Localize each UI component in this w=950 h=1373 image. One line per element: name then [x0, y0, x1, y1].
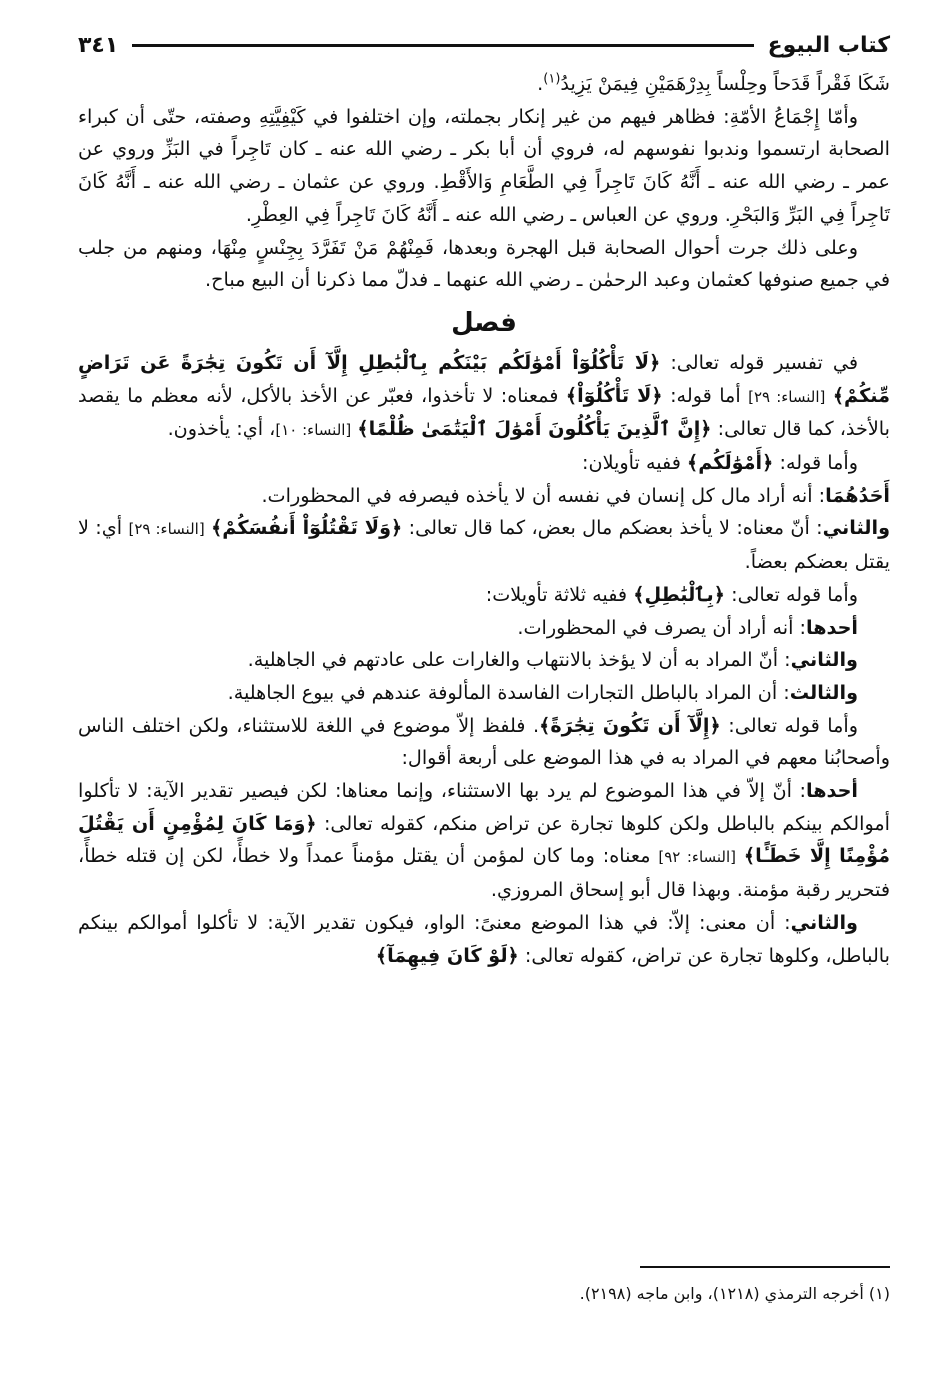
- period: .: [537, 72, 544, 95]
- quran-quote: ﴿لَا تَأْكُلُوٓاْ﴾: [565, 383, 663, 407]
- paragraph-7: [78, 512, 890, 578]
- text-segment: : أن معنى: إلاّ: في هذا الموضع معنىً: الواو، فيكون تقدير الآية: لا تأكلوا أموالكم بينكم بالباطل، وكلوها تجارة عن تراض، كقوله تعالى:: [78, 910, 890, 967]
- quran-quote: ﴿لَوْ كَانَ فِيهِمَآ﴾: [375, 943, 519, 967]
- quran-quote: ﴿إِنَّ ٱلَّذِينَ يَأْكُلُونَ أَمْوَٰلَ ٱلْيَتَٰمَىٰ ظُلْمًا﴾: [357, 417, 712, 441]
- paragraph-6: [78, 480, 890, 513]
- text-segment: وأما قوله:: [773, 451, 858, 475]
- quran-quote: ﴿بِٱلْبَٰطِلِ﴾: [633, 582, 726, 606]
- paragraph-12: [78, 710, 890, 775]
- text-segment: فمعناه: لا تأخذوا، فعبّر عن الأخذ بالأكل، لأنه معظم ما يقصد بالأخذ، كما قال تعالى:: [78, 383, 890, 441]
- chapter-title: كتاب البيوع: [767, 32, 890, 58]
- term-label: أَحَدُهُمَا: [825, 483, 890, 507]
- paragraph-1: [78, 68, 890, 101]
- text-segment: : أنه أراد أن يصرف في المحظورات.: [517, 615, 806, 639]
- paragraph-14: [78, 907, 890, 972]
- term-label: أحدها: [806, 779, 858, 803]
- section-heading: فصل: [451, 307, 517, 338]
- text-segment: : أنّ معناه: لا يأخذ بعضكم مال بعض، كما قال تعالى:: [402, 516, 823, 540]
- paragraph-9: [78, 612, 890, 645]
- page-number: ٣٤١: [78, 32, 119, 58]
- text-segment: ، أي: يأخذون.: [167, 417, 276, 441]
- paragraph-13: [78, 775, 890, 907]
- quran-quote: ﴿أَمْوَٰلَكُم﴾: [687, 451, 774, 475]
- quran-quote: ﴿وَمَا كَانَ لِمُؤْمِنٍ أَن يَقْتُلَ مُؤْمِنًا إِلَّا خَطَـًٔا﴾: [78, 811, 891, 868]
- text-segment: وأما قوله تعالى:: [725, 582, 858, 606]
- text-segment: : أنّ إلاّ في هذا الموضوع لم يرد بها الاستثناء، وإنما معناها: لكن فيصير تقدير الآية: لا تأكلوا أموالكم بينكم بالباطل ولكن كلوها تجارة عن تراض منكم، كقوله تعالى:: [78, 779, 890, 835]
- verse-reference: [النساء: ١٠]: [275, 421, 352, 440]
- term-label: والثاني: [790, 910, 858, 934]
- paragraph-8: [78, 579, 890, 612]
- paragraph-10: [78, 644, 890, 677]
- paragraph-2: وأمّا إِجْمَاعُ الأمّةِ: فظاهر فيهم من غير إنكار بجملته، وإن اختلفوا في كَيْفِيَّتِهِ وصفته، حتّى أن كبراء الصحابة ارتسموا وندبوا نفوسهم له، فروي أن أبا بكر ـ رضي الله عنه ـ كان تَاجِراً في البَزِّ وروي عن عمر ـ رضي الله عنه ـ أَنَّهُ كَانَ تَاجِراً فِي الطَّعَامِ وَالأَقْطِ. وروي عن عثمان ـ رضي الله عنه ـ أَنَّهُ كَانَ تَاجِراً فِي البَرِّ وَالبَحْرِ. وروي عن العباس ـ رضي الله عنه ـ أَنَّهُ كَانَ تَاجِراً فِي العِطْرِ.: [78, 104, 890, 226]
- verse-reference: [النساء: ٩٢]: [658, 848, 737, 867]
- verse-fragment: شَكَا فَقْراً قَدَحاً وحِلْساً بِدِرْهَمَيْنِ فِيمَنْ يَزِيدُ: [560, 72, 890, 95]
- paragraph-11: [78, 677, 890, 710]
- footnote-marker[interactable]: (١): [543, 71, 561, 87]
- verse-reference: [النساء: ٢٩]: [128, 520, 205, 539]
- body-text: [78, 68, 890, 972]
- text-segment: معناه: وما كان لمؤمن أن يقتل مؤمناً عمداً ولا خطأً، لكن إن قتله خطأً، فتحرير رقبة مؤمنة. وبهذا قال أبو إسحاق المروزي.: [78, 844, 890, 902]
- paragraph-4: [78, 347, 890, 447]
- paragraph-3: وعلى ذلك جرت أحوال الصحابة قبل الهجرة وبعدها، فَمِنْهُمْ مَنْ تَفَرَّدَ بِجِنْسٍ مِنْهَا، ومنهم من جلب في جميع صنوفها كعثمان وعبد الرحمٰن ـ رضي الله عنهما ـ فدلّ مما ذكرنا أن البيع مباح.: [78, 235, 890, 292]
- term-label: والثاني: [822, 516, 891, 540]
- header-rule: [132, 44, 753, 47]
- paragraph-5: [78, 447, 890, 480]
- quran-quote: ﴿وَلَا تَقْتُلُوٓاْ أَنفُسَكُمْ﴾: [211, 516, 403, 540]
- term-label: أحدها: [806, 615, 858, 639]
- verse-reference: [النساء: ٢٩]: [748, 387, 826, 406]
- text-segment: أي: لا يقتل بعضكم بعضاً.: [78, 516, 890, 574]
- text-segment: أما قوله:: [662, 383, 749, 407]
- term-label: والثالث: [789, 680, 858, 704]
- text-segment: ففيه تأويلان:: [582, 451, 687, 475]
- page: [78, 28, 890, 972]
- quran-quote: ﴿إِلَّآ أَن تَكُونَ تِجَٰرَةً﴾: [539, 713, 721, 737]
- text-segment: وأما قوله تعالى:: [720, 713, 858, 737]
- text-segment: . فلفظ إلاّ موضوع في اللغة للاستثناء، ولكن اختلف الناس وأصحابُنا معهم في المراد به في هذا الموضع على أربعة أقوال:: [78, 713, 890, 770]
- term-label: والثاني: [790, 648, 858, 672]
- quran-quote: ﴿لَا تَأْكُلُوٓاْ أَمْوَٰلَكُم بَيْنَكُم بِٱلْبَٰطِلِ إِلَّآ أَن تَكُونَ تِجَٰرَةً عَن تَرَاضٍ مِّنكُمْ﴾: [78, 350, 890, 407]
- text-segment: ففيه ثلاثة تأويلات:: [485, 582, 634, 606]
- footnote: (١) أخرجه الترمذي (١٢١٨)، وابن ماجه (٢١٩٨).: [579, 1284, 890, 1303]
- text-segment: : أنه أراد مال كل إنسان في نفسه أن لا يأخذه فيصرفه في المحظورات.: [261, 483, 826, 507]
- text-segment: : أن المراد بالباطل التجارات الفاسدة المألوفة عندهم في بيوع الجاهلية.: [227, 680, 790, 704]
- footnote-rule: [640, 1266, 890, 1268]
- text-segment: : أنّ المراد به أن لا يؤخذ بالانتهاب والغارات على عادتهم في الجاهلية.: [247, 648, 791, 672]
- text-segment: في تفسير قوله تعالى:: [660, 350, 858, 374]
- running-header: [78, 28, 890, 62]
